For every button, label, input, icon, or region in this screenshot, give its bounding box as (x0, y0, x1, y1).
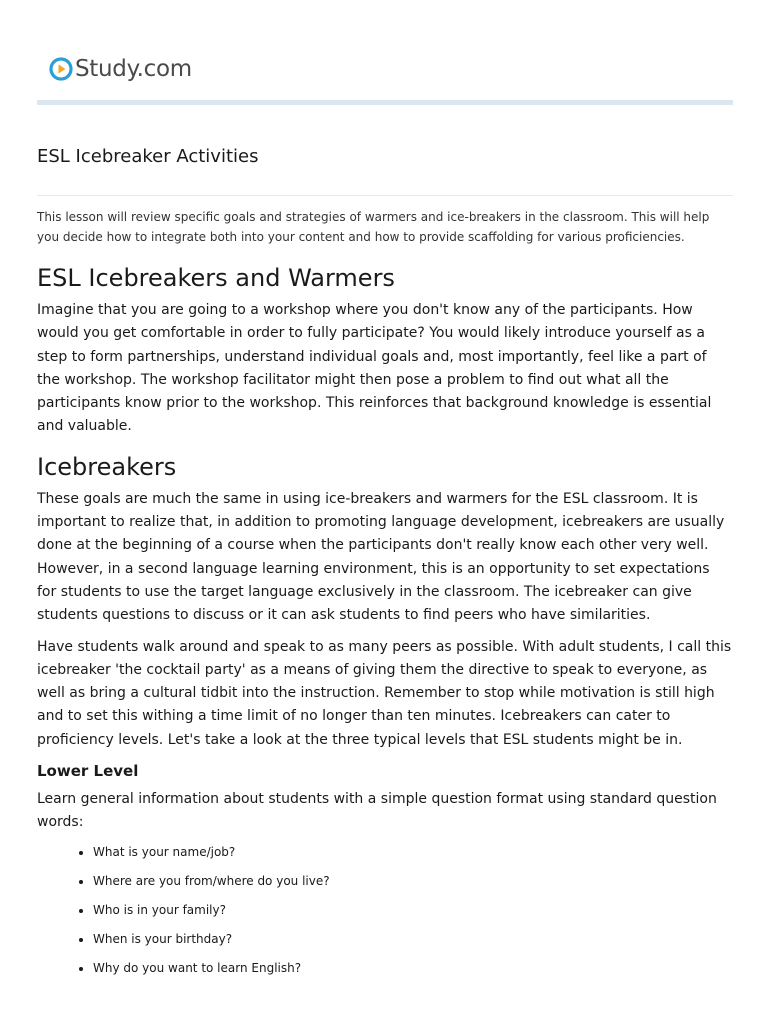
header-divider (37, 100, 733, 105)
study-logo[interactable] (49, 56, 192, 82)
section-heading-icebreakers: Icebreakers (37, 452, 177, 481)
paragraph: Imagine that you are going to a workshop where you don't know any of the participants. How would you get comfortable in order to fully participate? You would likely introduce yourself as a step to form partnerships, understand individual goals and, most importantly, feel like a part of the workshop. The workshop facilitator might then pose a problem to find out what all the participants know prior to the workshop. This reinforces that background knowledge is essential and valuable. (37, 302, 712, 435)
document-title: ESL Icebreaker Activities (37, 146, 259, 167)
site-header (37, 52, 733, 106)
subheading-lower-level: Lower Level (37, 762, 139, 781)
paragraph: Have students walk around and speak to as many peers as possible. With adult students, I call this icebreaker 'the cocktail party' as a means of giving them the directive to speak to everyone, as well as bring a cultural tidbit into the instruction. Remember to stop while motivation is still high and to set this withing a time limit of no longer than ten minutes. Icebreakers can cater to proficiency levels. Let's take a look at the three typical levels that ESL students might be in. (37, 638, 732, 748)
play-circle-icon (49, 57, 73, 81)
title-divider (37, 195, 733, 196)
paragraph: Learn general information about students with a simple question format using standard question words: (37, 791, 717, 831)
logo-wordmark: Study.com (75, 56, 192, 82)
list-item: • Who is in your family? (93, 901, 733, 920)
list-item: • Where are you from/where do you live? (93, 872, 733, 891)
list-item: • Why do you want to learn English? (93, 959, 733, 978)
section-heading-icebreakers-warmers: ESL Icebreakers and Warmers (37, 264, 395, 292)
article-body (37, 262, 733, 988)
paragraph: These goals are much the same in using ice-breakers and warmers for the ESL classroom. It is important to realize that, in addition to promoting language development, icebreakers are usually done at the beginning of a course when the participants don't really know each other very well. However, in a second language learning environment, this is an opportunity to set expectations for students to use the target language exclusively in the classroom. The icebreaker can give students questions to discuss or it can ask students to find peers who have similarities. (37, 490, 725, 624)
lesson-summary: This lesson will review specific goals and strategies of warmers and ice-breakers in the classroom. This will help you decide how to integrate both into your content and how to provide scaffolding for various proficiencies. (37, 210, 710, 244)
question-list (37, 843, 733, 978)
list-item: • When is your birthday? (93, 930, 733, 949)
list-item: • What is your name/job? (93, 843, 733, 862)
